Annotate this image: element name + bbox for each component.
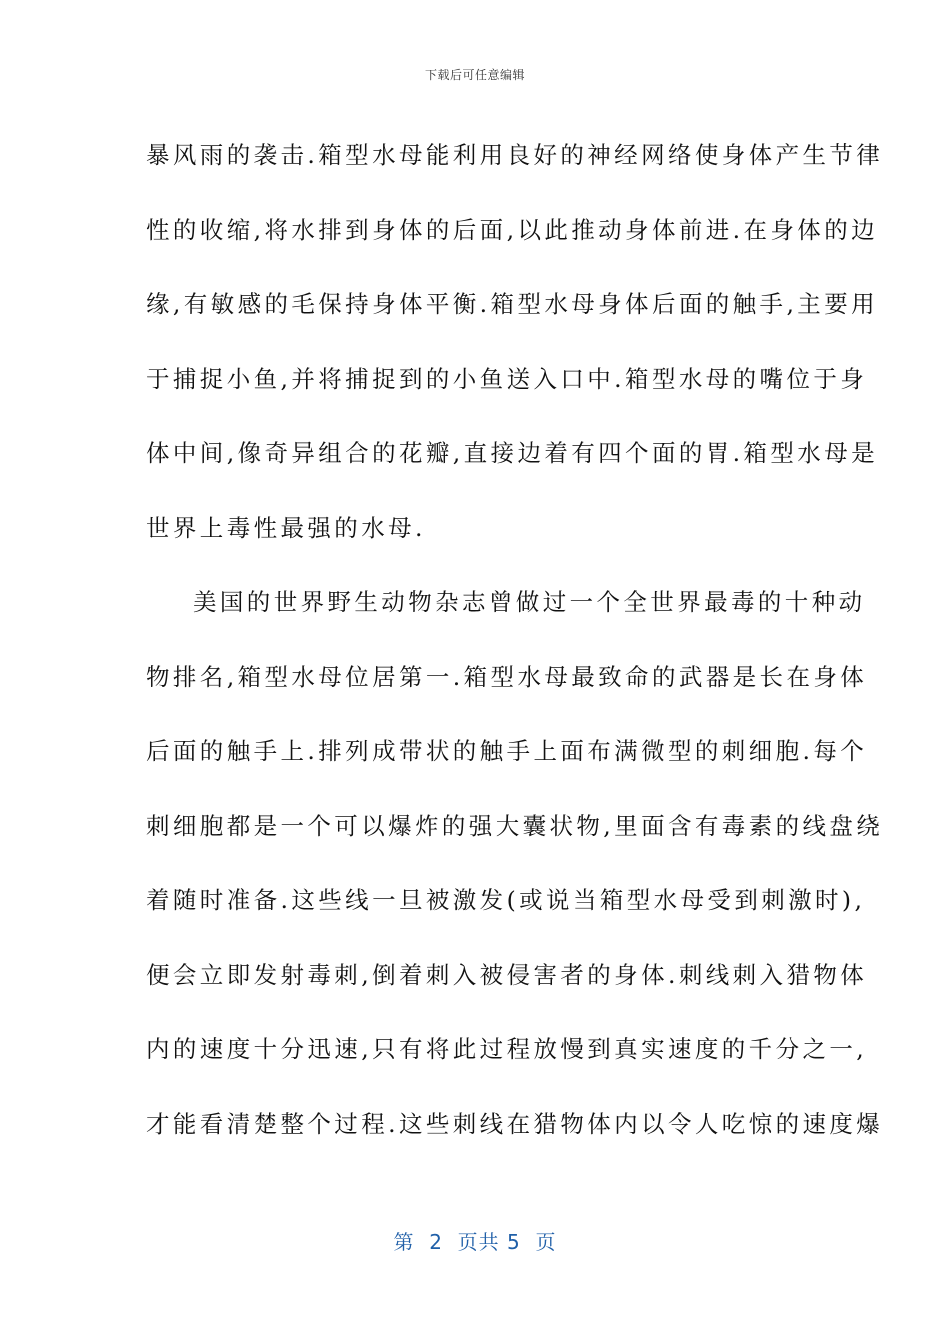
page-footer bbox=[0, 1226, 950, 1255]
document-body bbox=[146, 118, 884, 1161]
text-line: 体中间,像奇异组合的花瓣,直接边着有四个面的胃.箱型水母是 bbox=[146, 439, 879, 467]
text-line: 才能看清楚整个过程.这些刺线在猎物体内以令人吃惊的速度爆 bbox=[146, 1109, 884, 1138]
text-line: 刺细胞都是一个可以爆炸的强大囊状物,里面含有毒素的线盘绕 bbox=[146, 811, 884, 840]
text-line: 缘,有敏感的毛保持身体平衡.箱型水母身体后面的触手,主要用 bbox=[146, 290, 879, 318]
text-line: 性的收缩,将水排到身体的后面,以此推动身体前进.在身体的边 bbox=[146, 215, 879, 244]
paragraph-first-line: 美国的世界野生动物杂志曾做过一个全世界最毒的十种动 bbox=[193, 588, 866, 616]
text-line: 世界上毒性最强的水母. bbox=[146, 513, 426, 542]
text-line: 于捕捉小鱼,并将捕捉到的小鱼送入口中.箱型水母的嘴位于身 bbox=[146, 364, 868, 393]
text-line: 着随时准备.这些线一旦被激发(或说当箱型水母受到刺激时), bbox=[146, 886, 866, 914]
text-line: 内的速度十分迅速,只有将此过程放慢到真实速度的千分之一, bbox=[146, 1035, 868, 1063]
header-note: 下载后可任意编辑 bbox=[424, 68, 525, 82]
text-line: 便会立即发射毒刺,倒着刺入被侵害者的身体.刺线刺入猎物体 bbox=[146, 960, 868, 989]
text-line: 暴风雨的袭击.箱型水母能利用良好的神经网络使身体产生节律 bbox=[146, 141, 884, 169]
text-line: 后面的触手上.排列成带状的触手上面布满微型的刺细胞.每个 bbox=[146, 737, 868, 765]
text-line: 物排名,箱型水母位居第一.箱型水母最致命的武器是长在身体 bbox=[146, 662, 868, 691]
page-number-label: 第 2 页共 5 页 bbox=[393, 1230, 557, 1254]
